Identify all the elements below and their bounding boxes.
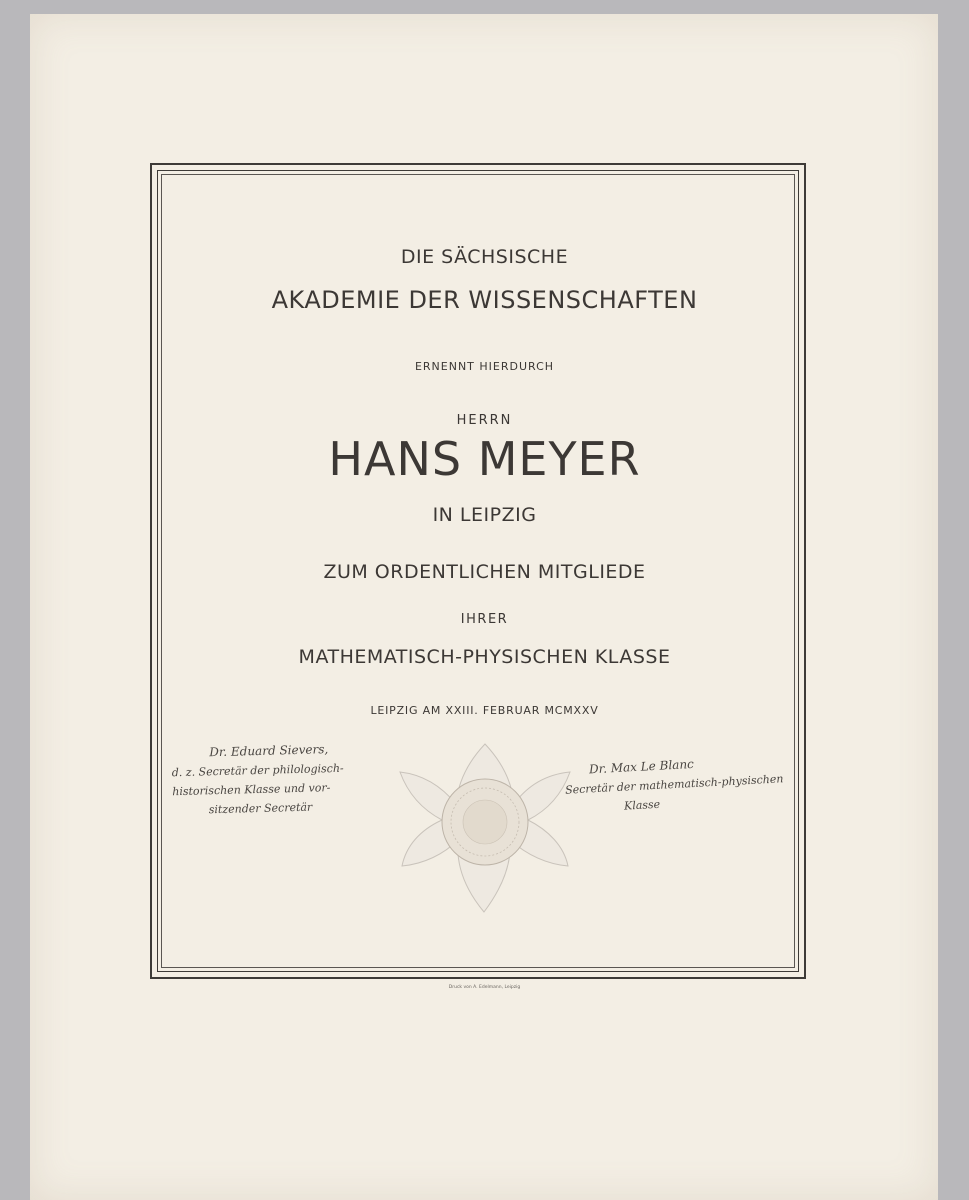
signature-left bbox=[171, 740, 345, 820]
signature-right-line: Secretär der mathematisch-physischen bbox=[564, 772, 784, 797]
connector-word: IHRER bbox=[460, 612, 509, 627]
recipient-name: HANS MEYER bbox=[328, 432, 641, 486]
salutation: HERRN bbox=[456, 413, 513, 428]
class-name: MATHEMATISCH-PHYSISCHEN KLASSE bbox=[298, 646, 671, 668]
membership-title: ZUM ORDENTLICHEN MITGLIEDE bbox=[323, 561, 646, 583]
signature-right-line: Klasse bbox=[623, 797, 661, 813]
signature-left-line: d. z. Secretär der philologisch- bbox=[171, 761, 344, 780]
signature-left-line: sitzender Secretär bbox=[208, 800, 313, 817]
seal-icon bbox=[398, 742, 573, 914]
academy-line-2: AKADEMIE DER WISSENSCHAFTEN bbox=[271, 286, 698, 314]
signature-right-line: Dr. Max Le Blanc bbox=[588, 756, 695, 777]
printer-imprint: Druck von A. Edelmann, Leipzig bbox=[448, 985, 521, 990]
signature-left-line: historischen Klasse und vor- bbox=[172, 781, 331, 799]
signature-right bbox=[564, 750, 785, 818]
recipient-place: IN LEIPZIG bbox=[432, 504, 537, 526]
academy-line-1: DIE SÄCHSISCHE bbox=[400, 246, 569, 268]
signature-left-line: Dr. Eduard Sievers, bbox=[209, 742, 329, 760]
date-line: LEIPZIG AM XXIII. FEBRUAR MCMXXV bbox=[370, 704, 599, 717]
appointment-phrase: ERNENNT HIERDURCH bbox=[414, 360, 555, 373]
